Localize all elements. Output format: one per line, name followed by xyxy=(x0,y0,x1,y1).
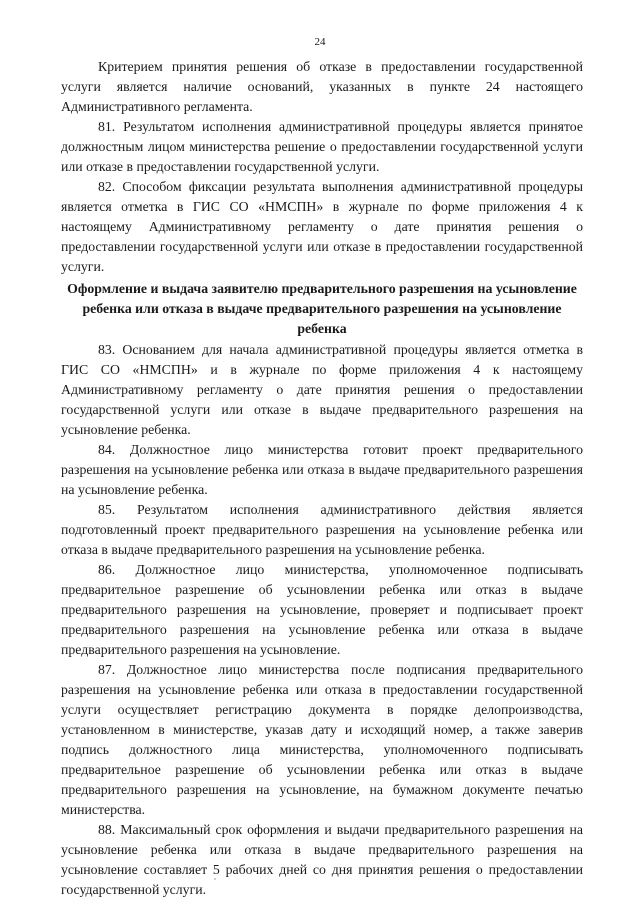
section-1 xyxy=(61,57,583,277)
paragraph-81: 81. Результатом исполнения административной процедуры является принятое должностным лицом министерства решение о предоставлении государственной услуги или отказе в предоставлении государственной услуги. xyxy=(61,119,583,174)
section-heading: Оформление и выдача заявителю предварительного разрешения на усыновление ребенка или отказа в выдаче предварительного разрешения на усыновление ребенка xyxy=(67,281,577,336)
page-number: 24 xyxy=(314,36,326,48)
paragraph-87: 87. Должностное лицо министерства после подписания предварительного разрешения на усыновление ребенка или отказа в предоставлении государственной услуги осуществляет регистрацию документа в порядке делопроизводства, установленном в министерстве, указав дату и исходящий номер, а также заверив подпись должностного лица министерства, уполномоченного подписывать предварительное разрешение об усыновлении ребенка или отказ в выдаче предварительного разрешения на усыновление, на бумажном документе печатью министерства. xyxy=(61,662,583,817)
paragraph-85: 85. Результатом исполнения административного действия является подготовленный проект предварительного разрешения на усыновление ребенка или отказа в выдаче предварительного разрешения на усыновление ребенка. xyxy=(61,502,583,557)
paragraph-84: 84. Должностное лицо министерства готовит проект предварительного разрешения на усыновление ребенка или отказа в выдаче предварительного разрешения на усыновление ребенка. xyxy=(61,442,583,497)
paragraph-criterion: Критерием принятия решения об отказе в предоставлении государственной услуги является наличие оснований, указанных в пункте 24 настоящего Административного регламента. xyxy=(61,59,583,114)
paragraph-88: 88. Максимальный срок оформления и выдачи предварительного разрешения на усыновление ребенка или отказа в выдаче предварительного разрешения на усыновление составляет 5 рабочих дней со дня принятия решения о предоставлении государственной услуги. xyxy=(61,822,583,897)
paragraph-83: 83. Основанием для начала административной процедуры является отметка в ГИС СО «НМСПН» и в журнале по форме приложения 4 к настоящему Административному регламенту о дате принятия решения о предоставлении государственной услуги или отказе в выдаче предварительного разрешения на усыновление ребенка. xyxy=(61,342,583,437)
scan-speck xyxy=(214,878,216,880)
paragraph-86: 86. Должностное лицо министерства, уполномоченное подписывать предварительное разрешение об усыновлении ребенка или отказ в выдаче предварительного разрешения на усыновление, проверяет и подписывает проект предварительного разрешения на усыновление ребенка или отказа в выдаче предварительного разрешения на усыновление. xyxy=(61,562,583,657)
section-2 xyxy=(61,340,583,900)
paragraph-82: 82. Способом фиксации результата выполнения административной процедуры является отметка в ГИС СО «НМСПН» в журнале по форме приложения 4 к настоящему Административному регламенту о дате принятия решения о предоставлении государственной услуги или отказе в предоставлении государственной услуги. xyxy=(61,179,583,274)
